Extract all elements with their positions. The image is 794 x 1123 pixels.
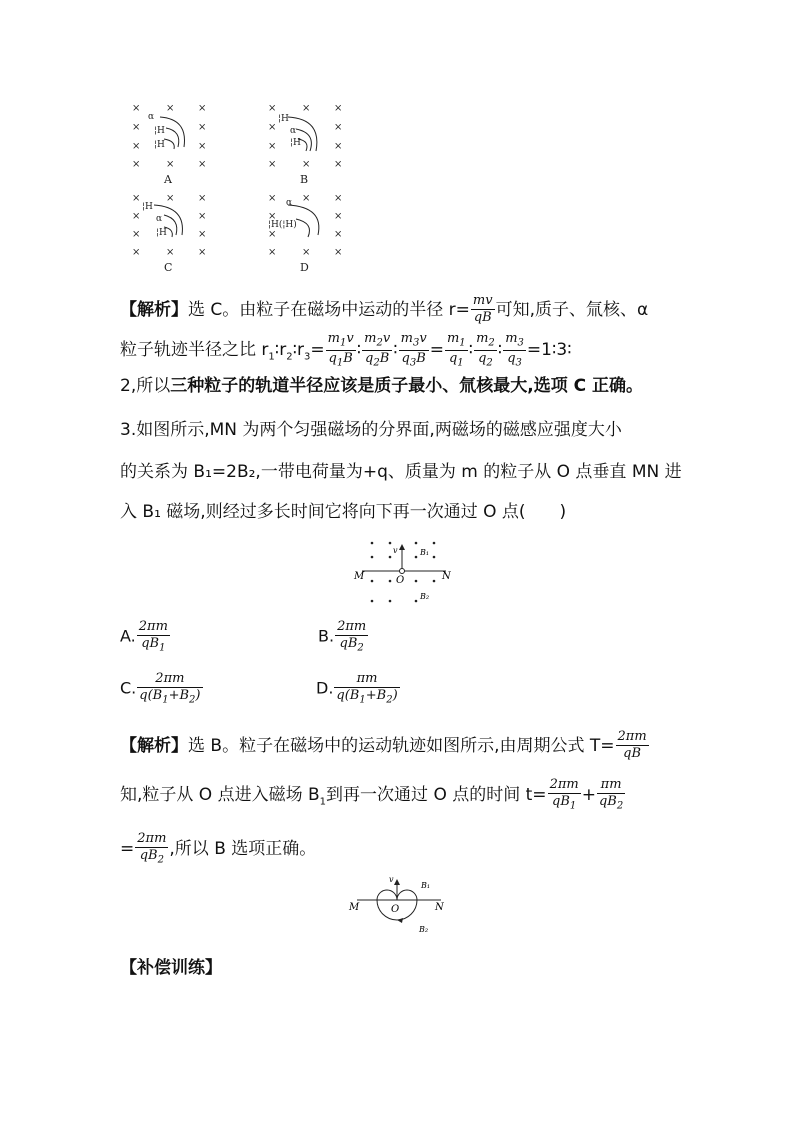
svg-text:¦H: ¦H: [142, 202, 153, 212]
svg-text:×: ×: [334, 141, 343, 152]
analysis-tag: 【解析】: [120, 735, 188, 756]
svg-text:×: ×: [166, 159, 175, 170]
svg-text:×: ×: [166, 193, 175, 204]
figure-trajectory: [345, 870, 455, 938]
question-3-line-1: 3.如图所示,MN 为两个匀强磁场的分界面,两磁场的磁感应强度大小: [120, 420, 622, 440]
svg-text:A: A: [164, 173, 172, 186]
svg-text:×: ×: [198, 229, 207, 240]
svg-text:×: ×: [132, 211, 141, 222]
svg-text:B₁: B₁: [420, 548, 430, 557]
svg-text:×: ×: [302, 103, 311, 114]
svg-text:N: N: [435, 902, 444, 913]
svg-text:¦H(¦H): ¦H(¦H): [268, 220, 297, 230]
svg-text:×: ×: [268, 103, 277, 114]
svg-text:×: ×: [198, 247, 207, 258]
svg-text:×: ×: [302, 193, 311, 204]
svg-text:×: ×: [334, 211, 343, 222]
svg-text:M: M: [354, 571, 365, 582]
analysis-tag: 【解析】: [120, 299, 188, 320]
svg-text:C: C: [164, 261, 173, 274]
svg-text:×: ×: [334, 247, 343, 258]
svg-text:α: α: [290, 126, 297, 136]
option-d[interactable]: D. $\frac{\pi m}{q(B_1+B_2)}$: [316, 671, 398, 706]
svg-text:×: ×: [302, 247, 311, 258]
panel-d: [268, 193, 342, 274]
svg-text:×: ×: [268, 141, 277, 152]
svg-text:×: ×: [268, 247, 277, 258]
svg-text:α: α: [156, 214, 163, 224]
svg-text:×: ×: [132, 159, 141, 170]
svg-text:N: N: [442, 571, 451, 582]
svg-text:×: ×: [198, 141, 207, 152]
svg-text:D: D: [300, 261, 309, 274]
svg-text:×: ×: [198, 159, 207, 170]
svg-text:×: ×: [132, 193, 141, 204]
svg-text:×: ×: [132, 122, 141, 133]
svg-text:×: ×: [268, 193, 277, 204]
ratio-term-2: $\frac{m_2v}{q_2B}$: [364, 331, 391, 369]
panel-c: [132, 193, 206, 274]
option-c[interactable]: C. $\frac{2\pi m}{q(B_1+B_2)}$: [120, 671, 201, 706]
svg-text:×: ×: [302, 159, 311, 170]
option-a[interactable]: A. $\frac{2\pi m}{qB_1}$: [120, 619, 168, 654]
svg-text:α: α: [148, 112, 155, 122]
svg-text:×: ×: [198, 211, 207, 222]
svg-text:B₂: B₂: [420, 592, 430, 601]
time-term-2: $\frac{\pi m}{qB_2}$: [598, 777, 624, 812]
option-b[interactable]: B. $\frac{2\pi m}{qB_2}$: [318, 619, 367, 654]
svg-text:¦H: ¦H: [154, 140, 165, 150]
svg-text:v: v: [393, 546, 398, 555]
solution-1-line-3: 2,所以三种粒子的轨道半径应该是质子最小、氚核最大,选项 C 正确。: [120, 376, 644, 396]
solution-2-line-3: = $\frac{2\pi m}{qB_2}$ ,所以 B 选项正确。: [120, 831, 317, 866]
period-formula: $\frac{2\pi m}{qB}$: [617, 729, 647, 762]
svg-text:×: ×: [268, 122, 277, 133]
svg-text:×: ×: [334, 193, 343, 204]
svg-text:¦H: ¦H: [156, 228, 167, 238]
svg-text:O: O: [391, 904, 400, 915]
time-result: $\frac{2\pi m}{qB_2}$: [137, 831, 167, 866]
svg-text:¦H: ¦H: [154, 126, 165, 136]
svg-text:B₂: B₂: [419, 925, 429, 934]
svg-text:×: ×: [166, 103, 175, 114]
time-term-1: $\frac{2\pi m}{qB_1}$: [549, 777, 579, 812]
panel-b: [268, 103, 342, 186]
svg-text:¦H: ¦H: [278, 114, 289, 124]
svg-text:×: ×: [334, 229, 343, 240]
svg-text:×: ×: [132, 247, 141, 258]
svg-text:×: ×: [198, 103, 207, 114]
svg-text:B: B: [300, 173, 309, 186]
svg-text:B₁: B₁: [421, 881, 431, 890]
supplement-training-label: 【补偿训练】: [120, 958, 222, 978]
solution-2-line-2: 知,粒子从 O 点进入磁场 $B_1$到再一次通过 O 点的时间 t= $\frac{2\pi m}{qB_1}$ + $\frac{\pi m}{qB_2}$: [120, 777, 624, 812]
svg-text:×: ×: [268, 211, 277, 222]
solution-1-line-2: 粒子轨迹半径之比 $r_1∶r_2∶r_3=$ $\frac{m_1v}{q_1B}$ ∶ $\frac{m_2v}{q_2B}$ ∶ $\frac{m_3v}{q_3B}$ = $\frac{m_1}{q_1}$ ∶ $\frac{m_2}{q_2}$ ∶ $\frac{m_3}{q_3}$ =1∶3∶: [120, 331, 572, 369]
svg-text:×: ×: [334, 103, 343, 114]
svg-text:×: ×: [198, 122, 207, 133]
svg-text:×: ×: [334, 122, 343, 133]
svg-text:×: ×: [166, 247, 175, 258]
svg-text:v: v: [389, 875, 394, 884]
solution-2-line-1: 【解析】选 B。粒子在磁场中的运动轨迹如图所示,由周期公式 T= $\frac{2\pi m}{qB}$: [120, 729, 647, 762]
svg-text:¦H: ¦H: [290, 138, 301, 148]
svg-text:×: ×: [132, 229, 141, 240]
question-3-line-3: 入 B₁ 磁场,则经过多长时间它将向下再一次通过 O 点( ): [120, 502, 567, 522]
ratio-term-1: $\frac{m_1v}{q_1B}$: [327, 331, 354, 369]
svg-text:O: O: [396, 575, 405, 586]
svg-text:α: α: [286, 198, 293, 208]
svg-text:×: ×: [132, 141, 141, 152]
svg-text:×: ×: [132, 103, 141, 114]
ratio-term-3: $\frac{m_3v}{q_3B}$: [400, 331, 427, 369]
panel-a: [132, 103, 206, 186]
figure-particle-tracks: [120, 95, 360, 275]
solution-1-line-1: 【解析】选 C。由粒子在磁场中运动的半径 r= $\frac{mv}{qB}$ 可知,质子、氚核、α: [120, 293, 649, 326]
svg-text:×: ×: [334, 159, 343, 170]
radius-formula: $\frac{mv}{qB}$: [472, 293, 493, 326]
solution-1-text: 选 C。由粒子在磁场中运动的半径 r=: [188, 299, 470, 320]
svg-text:×: ×: [268, 229, 277, 240]
figure-boundary-mn: [350, 535, 460, 607]
question-3-line-2: 的关系为 B₁=2B₂,一带电荷量为+q、质量为 m 的粒子从 O 点垂直 MN 进: [120, 462, 682, 482]
svg-text:×: ×: [268, 159, 277, 170]
svg-text:×: ×: [198, 193, 207, 204]
svg-text:M: M: [349, 902, 360, 913]
